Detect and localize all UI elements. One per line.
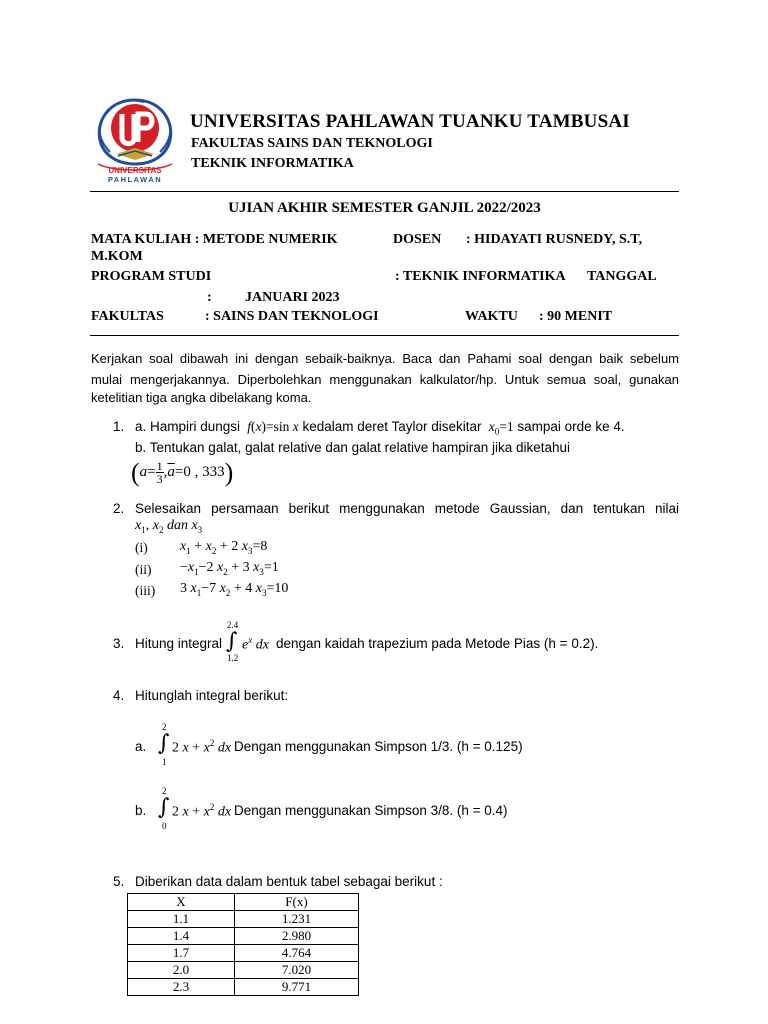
integral-upper-limit: 2.4 [227,620,239,630]
table-row [128,928,359,945]
program-name: TEKNIK INFORMATIKA [191,156,354,171]
integral-sign: ∫ [226,629,238,654]
integral-4a-sign: ∫ [158,731,170,756]
faculty-label: FAKULTAS [91,309,164,324]
table-cell-x: 2.3 [128,979,235,996]
integrand-4b: 2 $x + x^2$ dx [172,802,232,820]
question-1a-text-pre: a. Hampiri dungsi [135,419,241,434]
table-row [128,911,359,928]
question-4-text: Hitunglah integral berikut: [135,688,289,703]
equation-3-label: (iii) [135,583,156,598]
equation-1-label: (i) [135,540,148,555]
instructions-line-3: ketelitian tiga angka dibelakang koma. [91,390,312,405]
data-table [127,893,359,996]
table-cell-x: 2.0 [128,962,235,979]
table-cell-fx: 2.980 [235,928,359,945]
question-1a-text-post: sampai orde ke 4. [517,419,625,434]
date-colon: : [207,290,212,305]
info-divider [90,335,679,336]
table-cell-fx: 9.771 [235,979,359,996]
integrand-exp: $e^x$ dx [242,635,269,653]
integral-4a-upper: 2 [162,722,167,732]
faculty-value: : SAINS DAN TEKNOLOGI [205,309,379,324]
instructions-line-1: Kerjakan soal dibawah ini dengan sebaik-baiknya. Baca dan Pahami soal dengan baik sebelum [91,351,679,366]
question-4-number: 4. [113,688,125,703]
university-logo [88,94,182,184]
integral-4b-sign: ∫ [158,795,170,820]
faculty-name: FAKULTAS SAINS DAN TEKNOLOGI [191,136,433,151]
question-5-text: Diberikan data dalam bentuk tabel sebagai berikut : [135,874,443,889]
integral-lower-limit: 1.2 [227,653,239,663]
integral-4b-upper: 2 [162,786,167,796]
question-2-text: Selesaikan persamaan berikut menggunakan metode Gaussian, dan tentukan nilai [135,501,679,516]
question-1-number: 1. [113,419,125,434]
instructions-line-2: mulai mengerjakannya. Diperbolehkan menggunakan kalkulator/hp. Untuk semua soal, gunakan [91,372,679,387]
integrand-4a: 2 $x + x^2$ dx [172,738,232,756]
table-cell-fx: 4.764 [235,945,359,962]
equation-2-label: (ii) [135,562,152,577]
question-1b: b. Tentukan galat, galat relative dan galat relative hampiran jika diketahui [135,440,571,455]
table-row [128,979,359,996]
question-5-number: 5. [113,874,125,889]
equation-3: 3 $x_1-7$ $x_2 + 4$ $x_3=10$ [180,581,289,598]
table-header-fx: F(x) [235,894,359,911]
table-cell-fx: 7.020 [235,962,359,979]
lecturer-value: : HIDAYATI RUSNEDY, S.T, [466,232,643,247]
question-4a-text: Dengan menggunakan Simpson 1/3. (h = 0.125) [234,739,523,754]
question-3-text-post: dengan kaidah trapezium pada Metode Pias (h = 0.2). [276,636,599,651]
university-name: UNIVERSITAS PAHLAWAN TUANKU TAMBUSAI [190,111,630,132]
table-row [128,962,359,979]
question-3-text-pre: Hitung integral [135,636,223,651]
table-cell-x: 1.4 [128,928,235,945]
duration-label: WAKTU [465,309,518,324]
exam-title: UJIAN AKHIR SEMESTER GANJIL 2022/2023 [228,200,541,216]
equation-2: $-x_1-2$ $x_2 + 3$ $x_3=1$ [180,560,279,577]
header-divider [90,191,679,192]
question-1a [135,419,625,437]
logo-text-line2: PAHLAWAN [107,175,163,184]
table-cell-fx: 1.231 [235,911,359,928]
date-label: TANGGAL [587,269,657,284]
question-2-vars: $x_1$, $x_2$ dan $x_3$ [135,518,203,535]
equation-1: $x_1 + x_2 + 2$ $x_3=8$ [180,539,268,556]
program-value: : TEKNIK INFORMATIKA [395,269,566,284]
formula-a-values: (a= $\frac{1}{3}$ $,\overline{a}=0$ , 333) [131,458,234,487]
logo-text-line1: UNIVERSITAS [108,166,162,175]
lecturer-label: DOSEN [393,232,442,247]
formula-fx: f(x)=sin x [243,419,299,434]
integral-4a-lower: 1 [162,757,167,767]
course-info: MATA KULIAH : METODE NUMERIK [91,232,338,247]
date-value: JANUARI 2023 [245,290,340,305]
program-label: PROGRAM STUDI [91,269,212,284]
table-cell-x: 1.7 [128,945,235,962]
table-row [128,945,359,962]
table-header-row [128,894,359,911]
integral-4b-lower: 0 [162,821,167,831]
duration-value: : 90 MENIT [539,309,613,324]
formula-x0: $x_0=1$ [485,419,514,437]
question-4b-label: b. [135,803,147,818]
lecturer-value-cont: M.KOM [91,249,143,264]
table-cell-x: 1.1 [128,911,235,928]
question-4a-label: a. [135,739,147,754]
question-3-number: 3. [113,636,125,651]
question-2-number: 2. [113,501,125,516]
question-1a-text-mid: kedalam deret Taylor disekitar [302,419,482,434]
question-4b-text: Dengan menggunakan Simpson 3/8. (h = 0.4) [234,803,508,818]
table-header-x: X [128,894,235,911]
